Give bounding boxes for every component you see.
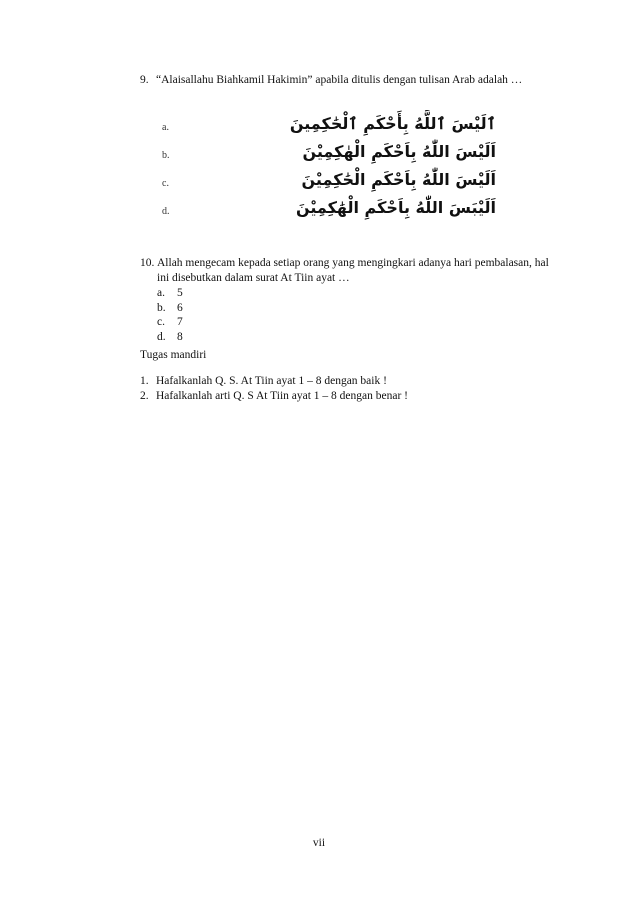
option-letter: b. bbox=[157, 301, 166, 314]
task-item bbox=[140, 374, 570, 389]
option-d bbox=[157, 330, 570, 345]
task-list bbox=[140, 374, 570, 404]
arabic-options bbox=[281, 110, 496, 222]
arabic-option-d: اَلَيْبَسَ اللّٰهُ بِاَحْكَمِ الْهَٰكِمِيْنَ bbox=[295, 198, 496, 217]
option-value: 5 bbox=[177, 287, 183, 299]
answer-options bbox=[157, 286, 570, 344]
arabic-option-c: اَلَيْسَ اللّٰهُ بِاَحْكَمِ الْحَٰكِمِيْنَ bbox=[301, 170, 496, 189]
option-a bbox=[157, 286, 570, 301]
option-letter: a. bbox=[157, 287, 165, 299]
option-letter: b. bbox=[162, 150, 170, 161]
option-letters bbox=[162, 120, 192, 232]
question-10 bbox=[140, 256, 570, 344]
task-number: 2. bbox=[140, 390, 149, 402]
option-value: 7 bbox=[177, 316, 183, 328]
option-value: 6 bbox=[177, 301, 183, 314]
option-letter: c. bbox=[162, 178, 169, 189]
task-text: Hafalkanlah arti Q. S At Tiin ayat 1 – 8 dengan benar ! bbox=[156, 390, 408, 402]
option-letter: a. bbox=[162, 122, 169, 133]
task-text: Hafalkanlah Q. S. At Tiin ayat 1 – 8 dengan baik ! bbox=[156, 375, 387, 387]
option-letter: c. bbox=[157, 316, 165, 328]
arabic-options-figure bbox=[146, 110, 496, 230]
section-heading: Tugas mandiri bbox=[140, 349, 207, 361]
option-value: 8 bbox=[177, 330, 183, 343]
page-number: vii bbox=[312, 837, 326, 849]
question-text: “Alaisallahu Biahkamil Hakimin” apabila ditulis dengan tulisan Arab adalah … bbox=[156, 74, 523, 86]
question-text-line-1: Allah mengecam kepada setiap orang yang mengingkari adanya hari pembalasan, hal bbox=[157, 257, 549, 269]
option-letter: d. bbox=[162, 206, 170, 217]
question-number: 9. bbox=[140, 74, 149, 86]
option-c bbox=[157, 315, 570, 330]
question-number: 10. bbox=[140, 257, 155, 269]
task-number: 1. bbox=[140, 375, 149, 387]
option-b bbox=[157, 301, 570, 316]
question-9 bbox=[140, 73, 580, 88]
task-item bbox=[140, 389, 570, 404]
option-letter: d. bbox=[157, 330, 166, 343]
question-text-line-2: ini disebutkan dalam surat At Tiin ayat … bbox=[157, 272, 350, 284]
arabic-option-a: ٱلَيْسَ ٱللَّهُ بِأَحْكَمِ ٱلْحَٰكِمِينَ bbox=[289, 114, 496, 133]
arabic-option-b: اَلَيْسَ اللّٰهُ بِاَحْكَمِ الْهٰكِمِيْنَ bbox=[302, 142, 496, 161]
